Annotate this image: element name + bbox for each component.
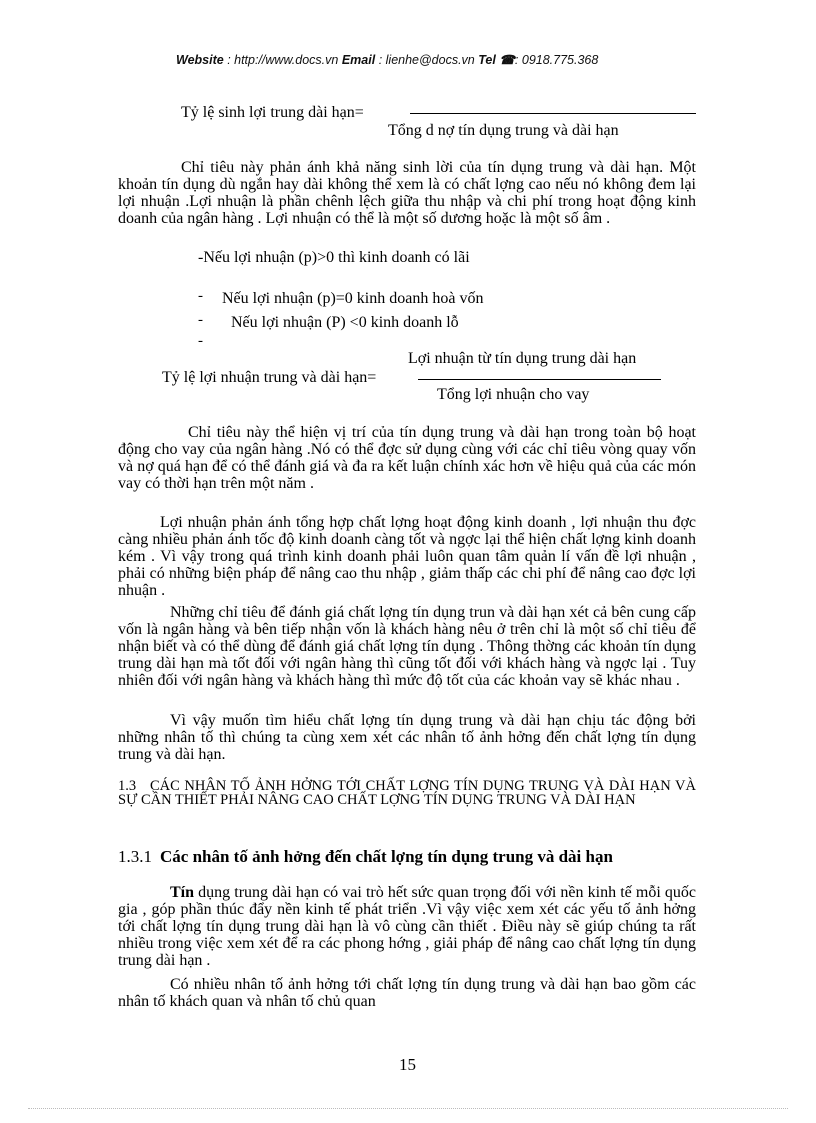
page-number: 15 — [399, 1055, 416, 1074]
formula2-numerator: Lợi nhuận từ tín dụng trung dài hạn — [408, 350, 637, 367]
tel-label: Tel — [478, 53, 496, 67]
footer-dotted-divider — [28, 1108, 788, 1109]
page-header — [176, 52, 598, 67]
paragraph-evaluation-indicators: Những chỉ tiêu để đánh giá chất lợng tín dụng trun và dài hạn xét cả bên cung cấp vốn là ngân hàng và bên tiếp nhận vốn là khách hàng nêu ở trên chỉ là một số chỉ tiêu để nhận biết và có thể dùng để đánh giá chất lợng tín dụng . Thông thờng các khoản tín dụng trung dài hạn mà tốt đối với ngân hàng thì cũng tốt đối với khách hàng và ngợc lại . Tuy nhiên đối với ngân hàng và khách hàng thì mức độ tốt của các khoản vay sẽ khác nhau . — [118, 604, 696, 689]
paragraph-factor-types: Có nhiều nhân tố ảnh hởng tới chất lợng tín dụng trung và dài hạn bao gồm các nhân tố khách quan và nhân tố chủ quan — [118, 976, 696, 1010]
section-number-1-3: 1.3 — [118, 778, 137, 794]
formula2-lhs: Tỷ lệ lợi nhuận trung và dài hạn= — [162, 369, 377, 386]
website-label: Website — [176, 53, 224, 67]
formula2-fraction-line — [418, 379, 661, 380]
bullet-dash-3: - — [198, 333, 203, 349]
section-heading-1-3-1 — [118, 847, 613, 867]
profit-positive-line: -Nếu lợi nhuận (p)>0 thì kinh doanh có lãi — [198, 249, 470, 266]
bullet-item-break-even: Nếu lợi nhuận (p)=0 kinh doanh hoà vốn — [222, 290, 484, 307]
phone-icon: ☎ — [499, 53, 515, 67]
paragraph-role-of-credit-text: dụng trung dài hạn có vai trò hết sức quan trọng đối với nền kinh tế mỗi quốc gia , góp phần thúc đẩy nền kinh tế phát triển .Vì vậy việc xem xét các yếu tố ảnh hởng tới chất lợng tín dụng trung dài hạn là vô cùng cần thiết . Điều này sẽ giúp chúng ta rất nhiều trong việc xem xét để ra các phong hớng , giải pháp để nâng cao chất lợng tín dụng trung dài hạn . — [118, 884, 696, 969]
section-number-1-3-1: 1.3.1 — [118, 847, 152, 866]
bullet-dash-2: - — [198, 312, 203, 328]
tel-value: : 0918.775.368 — [514, 53, 599, 67]
email-value: : lienhe@docs.vn — [378, 53, 475, 67]
formula1-fraction-line — [410, 113, 696, 114]
email-label: Email — [341, 53, 376, 67]
bullet-dash-1: - — [198, 288, 203, 304]
paragraph-position-indicator: Chỉ tiêu này thể hiện vị trí của tín dụng trung và dài hạn trong toàn bộ hoạt động cho vay của ngân hàng .Nó có thể đợc sử dụng cùng với các chỉ tiêu vòng quay vốn và nợ quá hạn để có thể đánh giá và đa ra kết luận chính xác hơn về hiệu quả của các món vay có thời hạn trên một năm . — [118, 424, 696, 492]
paragraph-first-word: Tín — [170, 884, 195, 901]
bullet-item-loss: Nếu lợi nhuận (P) <0 kinh doanh lỗ — [231, 314, 459, 331]
paragraph-role-of-credit — [118, 884, 696, 969]
section-title-1-3-1: Các nhân tố ảnh hởng đến chất lợng tín dụng trung và dài hạn — [160, 847, 613, 866]
paragraph-profit-summary: Lợi nhuận phản ánh tổng hợp chất lợng hoạt động kinh doanh , lợi nhuận thu đợc càng nhiều phản ánh tốc độ kinh doanh càng tốt và ngợc lại thể hiện chất lợng kinh doanh kém . Vì vậy trong quá trình kinh doanh phải luôn quan tâm quản lí vấn đề lợi nhuận , phải có những biện pháp để nâng cao thu nhập , giảm thấp các chi phí để nâng cao đợc lợi nhuận . — [118, 514, 696, 599]
section-heading-1-3 — [118, 779, 696, 807]
formula2-denominator: Tổng lợi nhuận cho vay — [437, 386, 590, 403]
website-value: : http://www.docs.vn — [227, 53, 339, 67]
section-title-1-3: CÁC NHÂN TỐ ẢNH HỞNG TỚI CHẤT LỢNG TÍN DỤNG TRUNG VÀ DÀI HẠN VÀ SỰ CẦN THIẾT PHẢI NÂNG CAO CHẤT LỢNG TÍN DỤNG TRUNG VÀ DÀI HẠN — [118, 778, 697, 808]
paragraph-profitability-indicator: Chỉ tiêu này phản ánh khả năng sinh lời của tín dụng trung và dài hạn. Một khoản tín dụng dù ngắn hay dài không thể xem là có chất lợng cao nếu nó không đem lại lợi nhuận .Lợi nhuận là phần chênh lệch giữa thu nhập và chi phí trong hoạt động kinh doanh của ngân hàng . Lợi nhuận có thể là một số dương hoặc là một số âm . — [118, 159, 696, 227]
paragraph-influencing-factors-intro: Vì vậy muốn tìm hiểu chất lợng tín dụng trung và dài hạn chịu tác động bởi những nhân tố thì chúng ta cùng xem xét các nhân tố ảnh hởng đến chất lợng tín dụng trung và dài hạn. — [118, 712, 696, 763]
formula1-denominator: Tổng d nợ tín dụng trung và dài hạn — [388, 122, 619, 139]
formula1-lhs: Tỷ lệ sinh lợi trung dài hạn= — [181, 104, 364, 121]
